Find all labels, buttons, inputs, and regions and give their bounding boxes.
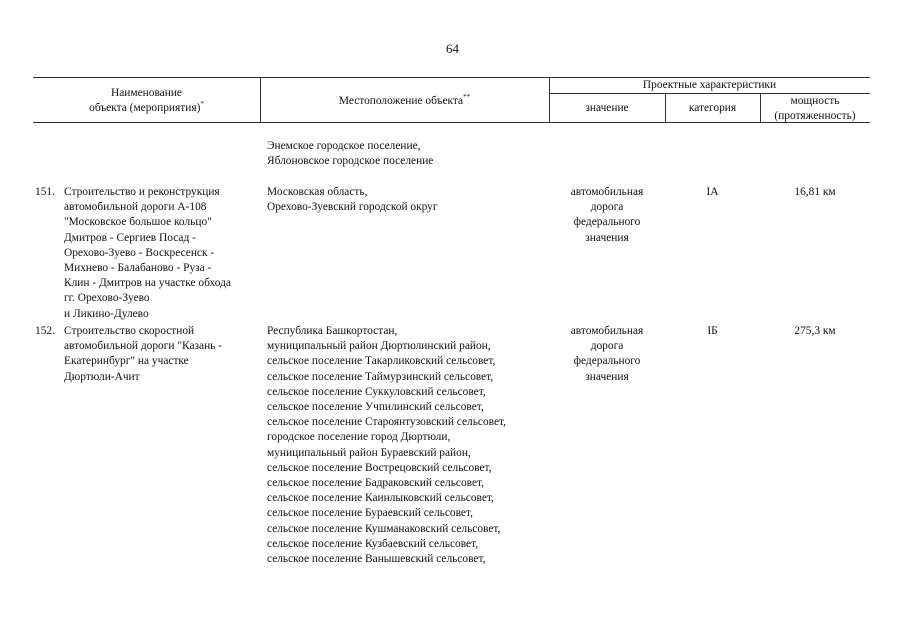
name-line: Дюртюли-Ачит [64,370,140,383]
value-line: автомобильная [570,325,644,337]
continuation-location [267,139,433,169]
location-line: Московская область, [267,186,368,198]
value-line: значения [585,370,629,383]
row-152-category: IБ [707,325,718,337]
row-151-capacity: 16,81 км [794,186,836,198]
row-152-name [64,324,222,385]
header-name-footnote-mark: * [200,100,204,109]
location-line: Республика Башкортостан, [267,325,398,337]
name-line: Орехово-Зуево - Воскресенск - [64,246,215,259]
header-category-cell: категория [688,102,737,114]
page-number: 64 [446,41,459,56]
location-line: сельское поселение Таймурзинский сельсовет, [267,370,494,383]
location-line: сельское поселение Вострецовский сельсовет, [267,461,492,474]
location-line: сельское поселение Такарликовский сельсовет, [267,355,496,368]
value-line: значения [585,231,629,244]
value-line: дорога [590,201,624,214]
header-capacity-cell [760,94,870,124]
location-line: сельское поселение Учпилинский сельсовет, [267,401,484,414]
name-line: и Ликино-Дулево [64,307,149,320]
location-line: сельское поселение Каинлыковский сельсовет, [267,492,494,505]
header-capacity-line2: (протяженность) [774,110,856,123]
location-line: сельское поселение Кузбаевский сельсовет, [267,537,479,550]
header-name-cell [33,86,260,116]
location-line: Энемское городское поселение, [267,140,421,152]
name-line: "Московское большое кольцо" [64,216,212,229]
row-151-number: 151. [35,186,55,198]
value-line: автомобильная [570,186,644,198]
name-line: Строительство скоростной [64,325,195,337]
header-name-line2: объекта (мероприятия) [89,102,201,115]
row-151-location [267,185,438,215]
location-line: сельское поселение Староянтузовский сельсовет, [267,416,506,429]
value-line: дорога [590,340,624,353]
header-name-line1: Наименование [111,87,182,99]
name-line: Клин - Дмитров на участке обхода [64,277,231,290]
name-line: гг. Орехово-Зуево [64,292,150,305]
row-152-location [267,324,506,567]
header-project-cell: Проектные характеристики [642,79,777,91]
value-line: федерального [573,355,641,368]
header-location-cell [260,94,549,109]
location-line: городское поселение город Дюртюли, [267,431,451,444]
location-line: сельское поселение Кушманаковский сельсовет, [267,522,501,535]
header-location-footnote-mark: ** [463,93,471,102]
name-line: автомобильной дороги "Казань - [64,340,222,353]
name-line: Екатеринбург" на участке [64,355,189,368]
header-bottom-rule [33,122,870,123]
location-line: Орехово-Зуевский городской округ [267,201,438,214]
header-value-cell: значение [585,102,629,114]
name-line: Михнево - Балабаново - Руза - [64,262,212,275]
row-151-category: IA [706,186,719,198]
location-line: Яблоновское городское поселение [267,155,434,168]
location-line: сельское поселение Ванышевский сельсовет, [267,553,486,566]
name-line: Строительство и реконструкция [64,186,220,198]
location-line: сельское поселение Бадраковский сельсовет, [267,477,484,490]
name-line: Дмитров - Сергиев Посад - [64,231,196,244]
location-line: муниципальный район Дюртюлинский район, [267,340,491,353]
row-152-capacity: 275,3 км [794,325,836,337]
location-line: сельское поселение Бураевский сельсовет, [267,507,473,520]
row-152-value [549,324,665,385]
row-151-name [64,185,231,322]
value-line: федерального [573,216,641,229]
location-line: муниципальный район Бураевский район, [267,446,471,459]
row-152-number: 152. [35,325,55,337]
name-line: автомобильной дороги А-108 [64,201,207,214]
header-capacity-line1: мощность [790,95,840,107]
row-151-value [549,185,665,246]
location-line: сельское поселение Суккуловский сельсовет, [267,385,486,398]
header-location-label: Местоположение объекта [338,95,464,107]
